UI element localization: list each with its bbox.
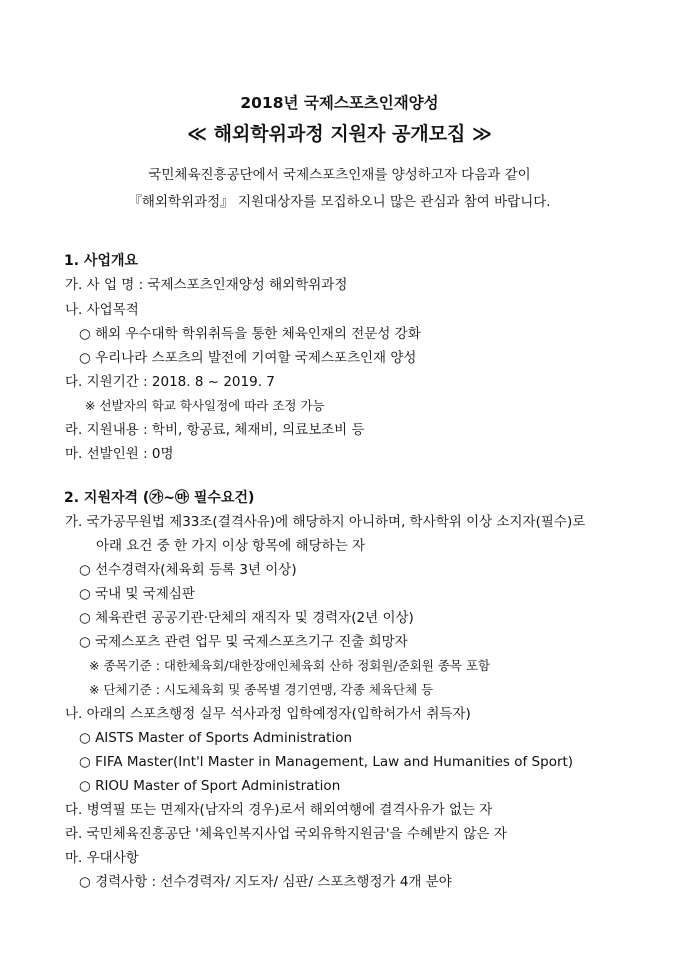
- section-2-line: ○ 체육관련 공공기관·단체의 재직자 및 경력자(2년 이상): [79, 610, 414, 626]
- section-1-line: ○ 해외 우수대학 학위취득을 통한 체육인재의 전문성 강화: [79, 326, 421, 342]
- section-1-line: 가. 사 업 명 : 국제스포츠인재양성 해외학위과정: [65, 277, 348, 293]
- section-2-note: ※ 단체기준 : 시도체육회 및 종목별 경기연맹, 각종 체육단체 등: [89, 682, 434, 697]
- section-2-line: 아래 요건 중 한 가지 이상 항목에 해당하는 자: [96, 538, 366, 554]
- intro-line-1: 국민체육진흥공단에서 국제스포츠인재를 양성하고자 다음과 같이: [148, 167, 531, 183]
- intro-line-2: 『해외학위과정』 지원대상자를 모집하오니 많은 관심과 참여 바랍니다.: [128, 194, 551, 210]
- section-2-line: 라. 국민체육진흥공단 '체육인복지사업 국외유학지원금'을 수혜받지 않은 자: [65, 826, 507, 842]
- section-2-line: ○ RIOU Master of Sport Administration: [79, 778, 341, 794]
- section-1-line: 다. 지원기간 : 2018. 8 ~ 2019. 7: [65, 374, 275, 390]
- section-2-line: ○ 국내 및 국제심판: [79, 586, 195, 602]
- title-year: 2018년 국제스포츠인재양성: [240, 94, 439, 112]
- section-2-line: ○ 국제스포츠 관련 업무 및 국제스포츠기구 진출 희망자: [79, 634, 408, 650]
- section-2-line: ○ AISTS Master of Sports Administration: [79, 730, 353, 746]
- section-1-note: ※ 선발자의 학교 학사일정에 따라 조정 가능: [85, 398, 325, 413]
- section-1-heading: 1. 사업개요: [64, 253, 139, 269]
- section-1-line: 마. 선발인원 : 0명: [65, 446, 174, 462]
- section-2-note: ※ 종목기준 : 대한체육회/대한장애인체육회 산하 정회원/준회원 종목 포함: [89, 658, 491, 673]
- section-1-line: ○ 우리나라 스포츠의 발전에 기여할 국제스포츠인재 양성: [79, 350, 417, 366]
- section-2-line: ○ 경력사항 : 선수경력자/ 지도자/ 심판/ 스포츠행정가 4개 분야: [79, 874, 452, 890]
- section-2-line: 가. 국가공무원법 제33조(결격사유)에 해당하지 아니하며, 학사학위 이상 소지자(필수)로: [65, 514, 586, 530]
- section-1-line: 나. 사업목적: [65, 302, 139, 318]
- section-2-line: ○ FIFA Master(Int'l Master in Management, Law and Humanities of Sport): [79, 754, 574, 770]
- section-2-line: ○ 선수경력자(체육회 등록 3년 이상): [79, 562, 297, 578]
- section-2-heading: 2. 지원자격 (㉮~㉲ 필수요건): [64, 490, 255, 506]
- section-2-line: 나. 아래의 스포츠행정 실무 석사과정 입학예정자(입학허가서 취득자): [65, 706, 471, 722]
- section-2-line: 마. 우대사항: [65, 850, 139, 866]
- page-title: ≪ 해외학위과정 지원자 공개모집 ≫: [187, 123, 492, 145]
- section-1-line: 라. 지원내용 : 학비, 항공료, 체재비, 의료보조비 등: [65, 422, 365, 438]
- section-2-line: 다. 병역필 또는 면제자(남자의 경우)로서 해외여행에 결격사유가 없는 자: [65, 802, 493, 818]
